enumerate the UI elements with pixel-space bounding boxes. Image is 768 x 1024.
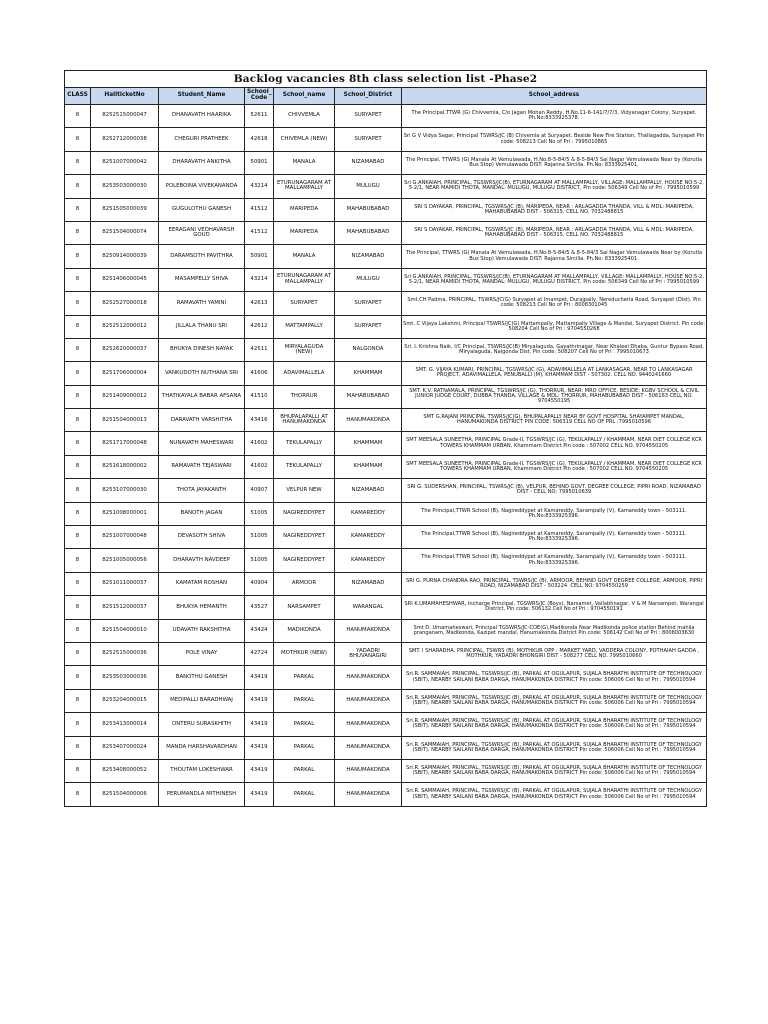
- cell-school-district: SURYAPET: [335, 105, 402, 128]
- cell-class: 8: [65, 292, 91, 315]
- cell-school-address: Smt D. Umamaheswari, Principal TGSWRS/JC-COE(G),Madikonda Near Madikonda police station Behind mahila pranganam, Madikonda, Kazipet mandal, Hanumakonda District Pin code: 506142 Cell No of Pri : 8008003630: [402, 619, 707, 642]
- header-school-name: School_name: [274, 88, 335, 105]
- cell-school-code: 43419: [245, 689, 274, 712]
- cell-school-name: VELPUR NEW: [274, 479, 335, 502]
- table-row: [65, 783, 707, 806]
- cell-class: 8: [65, 128, 91, 151]
- cell-school-code: 51005: [245, 502, 274, 525]
- cell-class: 8: [65, 759, 91, 782]
- cell-school-district: NIZAMABAD: [335, 479, 402, 502]
- cell-class: 8: [65, 479, 91, 502]
- table-row: [65, 526, 707, 549]
- cell-student-name: THATIKAYALA BABAR AFSANA: [159, 385, 245, 408]
- cell-school-name: NARSAMPET: [274, 596, 335, 619]
- cell-school-name: TEKULAPALLY: [274, 432, 335, 455]
- selection-list-sheet: [64, 70, 706, 807]
- cell-hallticket: 8253503000030: [91, 175, 159, 198]
- table-row: [65, 432, 707, 455]
- table-row: [65, 198, 707, 221]
- cell-student-name: PERUMANDLA MITHINESH: [159, 783, 245, 806]
- cell-school-name: ETURUNAGARAM AT MALLAMPALLY: [274, 268, 335, 291]
- table-row: [65, 409, 707, 432]
- cell-class: 8: [65, 432, 91, 455]
- table-row: [65, 292, 707, 315]
- table-row: [65, 596, 707, 619]
- cell-hallticket: 8251011000037: [91, 572, 159, 595]
- cell-student-name: VANKUDOTH NUTHANA SRI: [159, 362, 245, 385]
- cell-student-name: DEVASOTH SHIVA: [159, 526, 245, 549]
- cell-school-district: KAMAREDDY: [335, 502, 402, 525]
- cell-school-district: HANUMAKONDA: [335, 666, 402, 689]
- table-row: [65, 315, 707, 338]
- cell-student-name: DHARAVTH NAVDEEP: [159, 549, 245, 572]
- table-row: [65, 175, 707, 198]
- cell-school-code: 41512: [245, 198, 274, 221]
- cell-school-name: PARKAL: [274, 759, 335, 782]
- cell-school-address: SMT. I SHARADHA, PRINCIPAL, TSWRS (B), MOTHKUR OPP : MARKET YARD, VADDERA COLONY, POTHAIAH GADDA , MOTHKUR, YADADRI BHONGIRI DIST - 508277 CELL NO. 7995010660: [402, 642, 707, 665]
- cell-school-address: SRI K.UMAMAHESHWAR, Incharge Principal, TGSWRS/JC (Boys), Narsamet, Vallabhnagar, V & M Narsampet, Warangal District, Pin code: 506132 Cell No of Pri : 9704550191: [402, 596, 707, 619]
- table-row: [65, 455, 707, 478]
- cell-school-address: Smt.CH Padma, PRINCIPAL, TSWRS/JC(G) Suryapet at Imampet, Durajpally, Nereducherla Road, Suryapet (Dist). Pin code: 508213 Cell No of Pri : 8008301045: [402, 292, 707, 315]
- cell-class: 8: [65, 221, 91, 244]
- cell-school-address: Sri.R. SAMMAIAH, PRINCIPAL, TGSWRS/JC (B), PARKAL AT OGULAPUR, SUJALA BHARATHI INSTITUTE OF TECHNOLOGY (SBIT), NEARBY SAILANI BABA DARGA, HANUMAKONDA DISTRICT Pin code: 506006 Cell No of Pri : 7995010594: [402, 666, 707, 689]
- cell-school-code: 50901: [245, 245, 274, 268]
- cell-school-code: 43419: [245, 666, 274, 689]
- cell-school-address: SMT MEESALA SUNEETHA, PRINCIPAL Grade-II, TGSWRS/JC (G), TEKULAPALLY / KHAMMAM, NEAR DIET COLLEGE KCR TOWERS KHAMMAM URBAN, Khammam District Pin code : 507002 CELL NO. 9704550205: [402, 455, 707, 478]
- cell-hallticket: 8253407000024: [91, 736, 159, 759]
- cell-school-address: The Principal,TTWR (G) Chivvemla, C/o Jagan Mohan Reddy, H.No.11-6-141/7/7/3, Vidyanagar Colony, Suryapet. Ph.No:8333925378.: [402, 105, 707, 128]
- cell-school-code: 40907: [245, 479, 274, 502]
- cell-school-code: 43424: [245, 619, 274, 642]
- cell-school-address: SMT. G. VIJAYA KUMARI, PRINCIPAL, TGSWRS/JC (G), ADAVIMALLELA AT LANKASAGAR, NEAR TO LANKASAGAR PROJECT, ADAVIMALLELA, PENUBALLI (M), KHAMMAM DIST - 507302. CELL NO. 9440241660: [402, 362, 707, 385]
- cell-school-district: HANUMAKONDA: [335, 736, 402, 759]
- cell-school-name: SURYAPET: [274, 292, 335, 315]
- cell-school-code: 43419: [245, 736, 274, 759]
- cell-hallticket: 8251005000056: [91, 549, 159, 572]
- cell-student-name: BHUKYA DINESH NAYAK: [159, 338, 245, 361]
- cell-school-code: 40904: [245, 572, 274, 595]
- cell-school-address: Sri G V Vidya Sagar, Principal TSWRS/JC (B) Chivemla at Suryapet, Beside New Fire Station, Thallagadda, Suryapet Pin code: 508213 Cell No of Pri : 7995010865: [402, 128, 707, 151]
- cell-school-address: Sri.R. SAMMAIAH, PRINCIPAL, TGSWRS/JC (B), PARKAL AT OGULAPUR, SUJALA BHARATHI INSTITUTE OF TECHNOLOGY (SBIT), NEARBY SAILANI BABA DARGA, HANUMAKONDA DISTRICT Pin code: 506006 Cell No of Pri : 7995010594: [402, 759, 707, 782]
- cell-school-address: Sri. I. Krishna Naik, I/C Principal, TSWRS/JC(B) Miryalaguda, Gayathrinagar, Near Khaleel Dhaba, Guntur Bypass Road, Miryalaguda, Nalgonda Dist. Pin code: 508207 Cell No of Pri : 7995010673: [402, 338, 707, 361]
- cell-student-name: MEDIPALLI BARADHWAJ: [159, 689, 245, 712]
- cell-student-name: DARAVATH VARSHITHA: [159, 409, 245, 432]
- cell-class: 8: [65, 362, 91, 385]
- cell-school-name: NAGIREDDYPET: [274, 526, 335, 549]
- cell-school-district: KAMAREDDY: [335, 526, 402, 549]
- cell-school-district: MAHABUBABAD: [335, 385, 402, 408]
- cell-school-district: SURYAPET: [335, 315, 402, 338]
- cell-school-name: PARKAL: [274, 736, 335, 759]
- cell-school-code: 41510: [245, 385, 274, 408]
- table-title: Backlog vacancies 8th class selection list -Phase2: [65, 71, 707, 88]
- cell-class: 8: [65, 666, 91, 689]
- table-row: [65, 642, 707, 665]
- cell-school-address: The Principal, TTWRS (G) Manala At Vemulawada, H.No:8-5-84/5 & 8-5-84/3 Sai Nagar Vemulawada Near by (Korutla Bus Stop) Vemulawada DIST: Rajanna Sircilla. Ph.No: 8333925401.: [402, 151, 707, 174]
- cell-school-name: PARKAL: [274, 689, 335, 712]
- cell-school-district: HANUMAKONDA: [335, 689, 402, 712]
- cell-school-address: Sri G.ANKAIAH, PRINCIPAL, TGSWRS/JC(B), ETURNAGARAM AT MALLAMPALLY, VILLAGE: MALLAMPALLY, HOUSE NO:5-2, 5-2/1, NEAR MAMIDI THOTA, MANDAL: MULUGU, MULUGU DISTRICT, Pin code: 506349 Cell No of Pri : 7995010599: [402, 268, 707, 291]
- cell-class: 8: [65, 175, 91, 198]
- cell-school-name: ADAVIMALLELA: [274, 362, 335, 385]
- cell-school-name: CHIVVEMLA: [274, 105, 335, 128]
- cell-hallticket: 8251504000006: [91, 783, 159, 806]
- cell-hallticket: 8253107000030: [91, 479, 159, 502]
- cell-school-district: NIZAMABAD: [335, 572, 402, 595]
- cell-hallticket: 8253413000014: [91, 713, 159, 736]
- cell-hallticket: 8251007000048: [91, 526, 159, 549]
- cell-school-district: YADADRI BHUVANAGIRI: [335, 642, 402, 665]
- cell-school-code: 41602: [245, 432, 274, 455]
- cell-school-name: ARMOOR: [274, 572, 335, 595]
- cell-school-address: SMT G.RAJANI PRINCIPAL TSWRS/JC(G), BHUPALAPALLY NEAR BY GOVT HOSPITAL SHAYAMPET MANDAL, HANUMAKONDA DISTRICT PIN CODE: 506319 CELL NO OF PRL :7995010596: [402, 409, 707, 432]
- cell-school-district: MAHABUBABAD: [335, 198, 402, 221]
- cell-school-name: CHIVEMLA (NEW): [274, 128, 335, 151]
- cell-school-address: SRI S DAYAKAR, PRINCIPAL, TGSWRS/JC (B), MARIPEDA, NEAR : ARLAGADDA THANDA, VILL & MDL: MARIPEDA, MAHABUBABAD DIST - 506315. CELL NO. 7032488815: [402, 198, 707, 221]
- cell-hallticket: 8251706000004: [91, 362, 159, 385]
- cell-school-name: NAGIREDDYPET: [274, 549, 335, 572]
- cell-school-name: BHUPALAPALLI AT HANUMAKONDA: [274, 409, 335, 432]
- table-row: [65, 689, 707, 712]
- cell-student-name: POLE VINAY: [159, 642, 245, 665]
- cell-school-address: SMT. K.V. RATNAMALA, PRINCIPAL, TGSWRS/JC (G), THORRUR, NEAR: MRO OFFICE, BESIDE: KGBV SCHOOL & CIVIL JUNIOR JUDGE COURT, DUBBA THANDA, VILLAGE & MDL: THORRUR, MAHABUBABAD DIST - 506163 CELL NO. 9704550195: [402, 385, 707, 408]
- cell-school-address: SRI G. PURNA CHANDRA RAO, PRINCIPAL, TSWRS/JC (B), ARMOOR, BEHIND GOVT DEGREE COLLEGE, ARMOOR, PIPRI ROAD, NIZAMABAD DIST - 503224. CELL NO: 9704550259: [402, 572, 707, 595]
- cell-school-district: KHAMMAM: [335, 362, 402, 385]
- table-row: [65, 502, 707, 525]
- cell-class: 8: [65, 198, 91, 221]
- cell-school-name: TEKULAPALLY: [274, 455, 335, 478]
- cell-class: 8: [65, 783, 91, 806]
- cell-student-name: MASAMPELLY SHIVA: [159, 268, 245, 291]
- cell-class: 8: [65, 713, 91, 736]
- cell-student-name: KAMATAM ROSHAN: [159, 572, 245, 595]
- table-row: [65, 619, 707, 642]
- cell-class: 8: [65, 526, 91, 549]
- cell-class: 8: [65, 151, 91, 174]
- cell-student-name: BHUKYA HEMANTH: [159, 596, 245, 619]
- cell-hallticket: 8252712000038: [91, 128, 159, 151]
- table-row: [65, 362, 707, 385]
- cell-school-name: NAGIREDDYPET: [274, 502, 335, 525]
- cell-class: 8: [65, 338, 91, 361]
- cell-hallticket: 8253503000036: [91, 666, 159, 689]
- cell-school-code: 43416: [245, 409, 274, 432]
- cell-school-district: HANUMAKONDA: [335, 619, 402, 642]
- cell-student-name: UDAVATH RAKSHITHA: [159, 619, 245, 642]
- table-row: [65, 385, 707, 408]
- cell-school-name: MATTAMPALLY: [274, 315, 335, 338]
- cell-class: 8: [65, 619, 91, 642]
- cell-class: 8: [65, 385, 91, 408]
- header-hallticket: HallticketNo: [91, 88, 159, 105]
- cell-hallticket: 8251409000012: [91, 385, 159, 408]
- cell-school-code: 51005: [245, 549, 274, 572]
- cell-class: 8: [65, 549, 91, 572]
- cell-school-district: MULUGU: [335, 175, 402, 198]
- cell-school-code: 41606: [245, 362, 274, 385]
- selection-table: [64, 70, 707, 807]
- cell-school-address: Sri.R. SAMMAIAH, PRINCIPAL, TGSWRS/JC (B), PARKAL AT OGULAPUR, SUJALA BHARATHI INSTITUTE OF TECHNOLOGY (SBIT), NEARBY SAILANI BABA DARGA, HANUMAKONDA DISTRICT Pin code: 506006 Cell No of Pri : 7995010594: [402, 689, 707, 712]
- cell-school-name: PARKAL: [274, 783, 335, 806]
- cell-school-name: THORRUR: [274, 385, 335, 408]
- cell-hallticket: 8251504000013: [91, 409, 159, 432]
- cell-hallticket: 8251717000048: [91, 432, 159, 455]
- cell-class: 8: [65, 409, 91, 432]
- cell-school-address: Sri G.ANKAIAH, PRINCIPAL, TGSWRS/JC(B), ETURNAGARAM AT MALLAMPALLY, VILLAGE: MALLAMPALLY, HOUSE NO:5-2, 5-2/1, NEAR MAMIDI THOTA, MANDAL: MULUGU, MULUGU DISTRICT, Pin code: 506349 Cell No of Pri : 7995010599: [402, 175, 707, 198]
- cell-school-code: 43214: [245, 175, 274, 198]
- table-row: [65, 151, 707, 174]
- table-row: [65, 479, 707, 502]
- cell-class: 8: [65, 268, 91, 291]
- cell-student-name: MANDA HARSHAVARDHAN: [159, 736, 245, 759]
- cell-school-address: Sri.R. SAMMAIAH, PRINCIPAL, TGSWRS/JC (B), PARKAL AT OGULAPUR, SUJALA BHARATHI INSTITUTE OF TECHNOLOGY (SBIT), NEARBY SAILANI BABA DARGA, HANUMAKONDA DISTRICT Pin code: 506006 Cell No of Pri : 7995010594: [402, 736, 707, 759]
- cell-hallticket: 8252527000018: [91, 292, 159, 315]
- cell-hallticket: 8253408000052: [91, 759, 159, 782]
- cell-hallticket: 8252515000047: [91, 105, 159, 128]
- cell-hallticket: 8252515000036: [91, 642, 159, 665]
- cell-student-name: NUNAVATH MAHESWARI: [159, 432, 245, 455]
- cell-class: 8: [65, 315, 91, 338]
- table-row: [65, 105, 707, 128]
- cell-school-address: The Principal,TTWR School (B), Nagireddypet at Kamareddy, Sarampally (V), Kamareddy town - 503111. Ph.No:8333925396.: [402, 526, 707, 549]
- cell-school-name: MOTHKUR (NEW): [274, 642, 335, 665]
- header-row: [65, 88, 707, 105]
- cell-school-district: MAHABUBABAD: [335, 221, 402, 244]
- cell-school-code: 50901: [245, 151, 274, 174]
- cell-hallticket: 8251505000039: [91, 198, 159, 221]
- cell-student-name: POLEBOINA VIVEKANANDA: [159, 175, 245, 198]
- cell-school-code: 42511: [245, 338, 274, 361]
- cell-class: 8: [65, 736, 91, 759]
- cell-student-name: RAMAVATH TEJASWARI: [159, 455, 245, 478]
- cell-school-code: 41512: [245, 221, 274, 244]
- cell-school-code: 43419: [245, 783, 274, 806]
- cell-student-name: CHEGURI PRATHEEK: [159, 128, 245, 151]
- cell-school-code: 43419: [245, 713, 274, 736]
- cell-school-code: 43527: [245, 596, 274, 619]
- cell-student-name: ONTERU SURASKHITH: [159, 713, 245, 736]
- cell-school-district: NIZAMABAD: [335, 245, 402, 268]
- cell-school-name: MIRYALAGUDA (NEW): [274, 338, 335, 361]
- header-school-district: School_District: [335, 88, 402, 105]
- cell-school-code: 43419: [245, 759, 274, 782]
- table-row: [65, 713, 707, 736]
- table-row: [65, 268, 707, 291]
- cell-class: 8: [65, 572, 91, 595]
- cell-school-district: WARANGAL: [335, 596, 402, 619]
- cell-school-code: 51005: [245, 526, 274, 549]
- cell-school-name: MARIPEDA: [274, 198, 335, 221]
- cell-school-district: HANUMAKONDA: [335, 713, 402, 736]
- cell-school-code: 41602: [245, 455, 274, 478]
- header-school-code: School_ Code: [245, 88, 274, 105]
- cell-school-district: MULUGU: [335, 268, 402, 291]
- cell-school-address: SRI G. SUDERSHAN, PRINCIPAL, TSWRS/JC (B), VELPUR, BEHIND GOVT. DEGREE COLLEGE, PIPRI ROAD, NIZAMABAD DIST - CELL NO: 7995010639: [402, 479, 707, 502]
- cell-school-name: MADIKONDA: [274, 619, 335, 642]
- cell-school-district: KAMAREDDY: [335, 549, 402, 572]
- cell-school-district: KHAMMAM: [335, 432, 402, 455]
- cell-hallticket: 8251618000002: [91, 455, 159, 478]
- cell-school-name: MARIPEDA: [274, 221, 335, 244]
- cell-class: 8: [65, 455, 91, 478]
- cell-school-address: Sri.R. SAMMAIAH, PRINCIPAL, TGSWRS/JC (B), PARKAL AT OGULAPUR, SUJALA BHARATHI INSTITUTE OF TECHNOLOGY (SBIT), NEARBY SAILANI BABA DARGA, HANUMAKONDA DISTRICT Pin code: 506006 Cell No of Pri : 7995010594: [402, 713, 707, 736]
- cell-student-name: BANOTH JAGAN: [159, 502, 245, 525]
- cell-school-address: Smt. C Vijaya Lakshmi, Principal TSWRS/JC(G) Mattampally, Mattampally Village & Mandal, Suryapet District. Pin code: 508204 Cell No of Pri : 9704550268: [402, 315, 707, 338]
- cell-school-district: NIZAMABAD: [335, 151, 402, 174]
- table-row: [65, 736, 707, 759]
- cell-school-code: 43214: [245, 268, 274, 291]
- cell-school-address: SMT MEESALA SUNEETHA, PRINCIPAL Grade-II, TGSWRS/JC (G), TEKULAPALLY / KHAMMAM, NEAR DIET COLLEGE KCR TOWERS KHAMMAM URBAN, Khammam District Pin code : 507002 CELL NO. 9704550205: [402, 432, 707, 455]
- table-row: [65, 572, 707, 595]
- cell-student-name: EERAGANI VEDHAVARSH GOUD: [159, 221, 245, 244]
- cell-class: 8: [65, 642, 91, 665]
- cell-school-district: HANUMAKONDA: [335, 409, 402, 432]
- cell-student-name: JILLALA THANU SRI: [159, 315, 245, 338]
- cell-school-address: The Principal,TTWR School (B), Nagireddypet at Kamareddy, Sarampally (V), Kamareddy town - 503111. Ph.No:8333925396.: [402, 502, 707, 525]
- cell-school-district: SURYAPET: [335, 292, 402, 315]
- cell-school-name: MANALA: [274, 151, 335, 174]
- cell-school-code: 42724: [245, 642, 274, 665]
- header-school-address: School_address: [402, 88, 707, 105]
- cell-student-name: RAMAVATH YAMINI: [159, 292, 245, 315]
- cell-school-name: PARKAL: [274, 713, 335, 736]
- table-row: [65, 338, 707, 361]
- cell-school-address: Sri.R. SAMMAIAH, PRINCIPAL, TGSWRS/JC (B), PARKAL AT OGULAPUR, SUJALA BHARATHI INSTITUTE OF TECHNOLOGY (SBIT), NEARBY SAILANI BABA DARGA, HANUMAKONDA DISTRICT Pin code: 506006 Cell No of Pri : 7995010594: [402, 783, 707, 806]
- cell-school-address: The Principal,TTWR School (B), Nagireddypet at Kamareddy, Sarampally (V), Kamareddy town - 503111. Ph.No:8333925396.: [402, 549, 707, 572]
- table-row: [65, 549, 707, 572]
- cell-hallticket: 8252512000012: [91, 315, 159, 338]
- cell-hallticket: 8250914000039: [91, 245, 159, 268]
- cell-school-code: 52611: [245, 105, 274, 128]
- header-student-name: Student_Name: [159, 88, 245, 105]
- table-row: [65, 128, 707, 151]
- table-row: [65, 245, 707, 268]
- cell-school-district: NALGONDA: [335, 338, 402, 361]
- header-class: CLASS: [65, 88, 91, 105]
- cell-school-district: HANUMAKONDA: [335, 783, 402, 806]
- cell-hallticket: 8252620000037: [91, 338, 159, 361]
- cell-class: 8: [65, 245, 91, 268]
- cell-class: 8: [65, 502, 91, 525]
- table-row: [65, 221, 707, 244]
- cell-student-name: DHARAVATH ANKITHA: [159, 151, 245, 174]
- cell-school-address: The Principal, TTWRS (G) Manala At Vemulawada, H.No:8-5-84/5 & 8-5-84/3 Sai Nagar Vemulawada Near by (Korutla Bus Stop) Vemulawada DIST: Rajanna Sircilla. Ph.No: 8333925401.: [402, 245, 707, 268]
- cell-student-name: DHANAVATH HAARIKA: [159, 105, 245, 128]
- cell-hallticket: 8251512000037: [91, 596, 159, 619]
- cell-school-district: SURYAPET: [335, 128, 402, 151]
- cell-school-code: 42612: [245, 315, 274, 338]
- cell-hallticket: 8251007000042: [91, 151, 159, 174]
- cell-class: 8: [65, 689, 91, 712]
- cell-school-code: 42613: [245, 292, 274, 315]
- cell-student-name: GUGULOTHU GANESH: [159, 198, 245, 221]
- cell-hallticket: 8253204000015: [91, 689, 159, 712]
- cell-school-name: MANALA: [274, 245, 335, 268]
- cell-school-code: 42618: [245, 128, 274, 151]
- cell-student-name: BANOTHU GANESH: [159, 666, 245, 689]
- cell-school-name: PARKAL: [274, 666, 335, 689]
- cell-hallticket: 8251406000045: [91, 268, 159, 291]
- cell-class: 8: [65, 596, 91, 619]
- cell-hallticket: 8251504000074: [91, 221, 159, 244]
- cell-school-name: ETURUNAGARAM AT MALLAMPALLY: [274, 175, 335, 198]
- cell-school-district: HANUMAKONDA: [335, 759, 402, 782]
- cell-hallticket: 8251008000001: [91, 502, 159, 525]
- cell-class: 8: [65, 105, 91, 128]
- cell-student-name: DARAMSOTH PAVITHRA: [159, 245, 245, 268]
- cell-school-address: SRI S DAYAKAR, PRINCIPAL, TGSWRS/JC (B), MARIPEDA, NEAR : ARLAGADDA THANDA, VILL & MDL: MARIPEDA, MAHABUBABAD DIST - 506315. CELL NO. 7032488815: [402, 221, 707, 244]
- table-body: [65, 105, 707, 807]
- table-row: [65, 759, 707, 782]
- cell-student-name: THOUTAM LOKESHWAR: [159, 759, 245, 782]
- cell-student-name: THOTA JAYAKANTH: [159, 479, 245, 502]
- cell-hallticket: 8251504000010: [91, 619, 159, 642]
- table-row: [65, 666, 707, 689]
- cell-school-district: KHAMMAM: [335, 455, 402, 478]
